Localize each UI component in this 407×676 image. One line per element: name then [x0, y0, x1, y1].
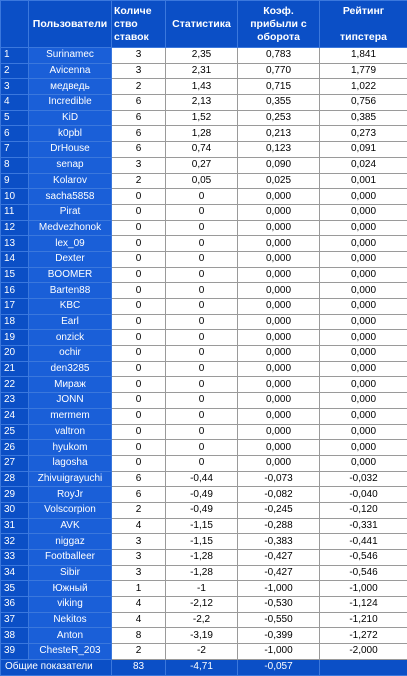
row-username: Южный [29, 581, 112, 597]
row-statistics: 1,52 [166, 110, 238, 126]
table-row [1, 220, 407, 236]
row-tipster-rating: 0,273 [320, 126, 407, 142]
row-index: 21 [1, 361, 29, 377]
row-tipster-rating: 0,000 [320, 440, 407, 456]
row-bets-count: 0 [112, 189, 166, 205]
row-profit-coef: 0,090 [238, 157, 320, 173]
row-statistics: 0 [166, 377, 238, 393]
row-tipster-rating: 0,000 [320, 346, 407, 362]
row-index: 29 [1, 487, 29, 503]
row-statistics: 0,74 [166, 142, 238, 158]
row-index: 34 [1, 565, 29, 581]
row-profit-coef: -0,288 [238, 518, 320, 534]
table-row [1, 644, 407, 660]
row-index: 12 [1, 220, 29, 236]
row-index: 32 [1, 534, 29, 550]
row-tipster-rating: -0,040 [320, 487, 407, 503]
row-username: Dexter [29, 251, 112, 267]
row-profit-coef: 0,000 [238, 361, 320, 377]
table-row [1, 63, 407, 79]
row-statistics: 0 [166, 330, 238, 346]
row-tipster-rating: 0,000 [320, 283, 407, 299]
row-tipster-rating: 0,024 [320, 157, 407, 173]
row-index: 30 [1, 502, 29, 518]
row-statistics: -2,2 [166, 612, 238, 628]
table-row [1, 487, 407, 503]
row-statistics: -2,12 [166, 597, 238, 613]
table-row [1, 173, 407, 189]
row-tipster-rating: 1,022 [320, 79, 407, 95]
header-profit-coef [238, 1, 320, 48]
row-statistics: -1,15 [166, 534, 238, 550]
row-bets-count: 0 [112, 361, 166, 377]
totals-profit-coef: -0,057 [238, 659, 320, 675]
row-tipster-rating: -0,546 [320, 565, 407, 581]
table-row [1, 95, 407, 111]
row-username: Avicenna [29, 63, 112, 79]
row-username: KBC [29, 299, 112, 315]
row-bets-count: 3 [112, 157, 166, 173]
row-index: 37 [1, 612, 29, 628]
row-profit-coef: -0,399 [238, 628, 320, 644]
row-statistics: 0 [166, 236, 238, 252]
row-statistics: 0 [166, 424, 238, 440]
row-profit-coef: 0,000 [238, 220, 320, 236]
row-statistics: 0 [166, 440, 238, 456]
header-index [1, 1, 29, 48]
row-statistics: 0 [166, 204, 238, 220]
row-profit-coef: -0,073 [238, 471, 320, 487]
row-statistics: 2,13 [166, 95, 238, 111]
header-statistics: Статистика [166, 1, 238, 48]
row-bets-count: 3 [112, 534, 166, 550]
row-statistics: 0 [166, 408, 238, 424]
row-statistics: 1,43 [166, 79, 238, 95]
row-profit-coef: -1,000 [238, 581, 320, 597]
header-rating-line1: Рейтинг [322, 5, 405, 18]
row-username: hyukom [29, 440, 112, 456]
row-profit-coef: 0,123 [238, 142, 320, 158]
row-username: Surinamec [29, 48, 112, 64]
row-index: 26 [1, 440, 29, 456]
row-profit-coef: 0,025 [238, 173, 320, 189]
row-username: Zhivuigrayuchi [29, 471, 112, 487]
row-bets-count: 0 [112, 314, 166, 330]
table-row [1, 612, 407, 628]
row-bets-count: 1 [112, 581, 166, 597]
row-profit-coef: 0,000 [238, 299, 320, 315]
row-index: 10 [1, 189, 29, 205]
row-index: 1 [1, 48, 29, 64]
row-index: 19 [1, 330, 29, 346]
row-username: Nekitos [29, 612, 112, 628]
row-tipster-rating: -1,124 [320, 597, 407, 613]
row-username: Мираж [29, 377, 112, 393]
row-tipster-rating: 0,385 [320, 110, 407, 126]
row-tipster-rating: 0,001 [320, 173, 407, 189]
row-statistics: -1,15 [166, 518, 238, 534]
row-bets-count: 0 [112, 330, 166, 346]
row-bets-count: 8 [112, 628, 166, 644]
totals-statistics: -4,71 [166, 659, 238, 675]
row-bets-count: 3 [112, 63, 166, 79]
row-index: 6 [1, 126, 29, 142]
row-index: 38 [1, 628, 29, 644]
table-row [1, 299, 407, 315]
header-profit-line1: Коэф. [240, 5, 317, 18]
row-statistics: -3,19 [166, 628, 238, 644]
row-statistics: 0 [166, 251, 238, 267]
row-username: Footballeer [29, 550, 112, 566]
row-statistics: 0 [166, 299, 238, 315]
totals-bets: 83 [112, 659, 166, 675]
header-users: Пользователи [29, 1, 112, 48]
row-bets-count: 2 [112, 644, 166, 660]
row-username: onzick [29, 330, 112, 346]
row-username: sacha5858 [29, 189, 112, 205]
row-profit-coef: 0,000 [238, 377, 320, 393]
row-tipster-rating: 0,000 [320, 204, 407, 220]
row-statistics: -0,49 [166, 502, 238, 518]
row-tipster-rating: -0,441 [320, 534, 407, 550]
row-username: RoyJr [29, 487, 112, 503]
row-username: Incredible [29, 95, 112, 111]
table-row [1, 518, 407, 534]
row-profit-coef: 0,000 [238, 236, 320, 252]
table-row [1, 267, 407, 283]
table-row [1, 440, 407, 456]
row-index: 23 [1, 393, 29, 409]
row-index: 11 [1, 204, 29, 220]
table-row [1, 534, 407, 550]
row-bets-count: 6 [112, 126, 166, 142]
row-statistics: -0,44 [166, 471, 238, 487]
row-profit-coef: 0,000 [238, 251, 320, 267]
table-row [1, 408, 407, 424]
row-profit-coef: 0,253 [238, 110, 320, 126]
table-row [1, 628, 407, 644]
table-row [1, 142, 407, 158]
row-index: 39 [1, 644, 29, 660]
table-row [1, 189, 407, 205]
table-row [1, 455, 407, 471]
row-bets-count: 3 [112, 48, 166, 64]
row-username: den3285 [29, 361, 112, 377]
header-profit-line3: оборота [240, 31, 317, 44]
row-tipster-rating: 0,000 [320, 236, 407, 252]
row-profit-coef: 0,715 [238, 79, 320, 95]
row-index: 14 [1, 251, 29, 267]
row-statistics: -2 [166, 644, 238, 660]
row-index: 17 [1, 299, 29, 315]
row-username: Sibir [29, 565, 112, 581]
row-bets-count: 4 [112, 518, 166, 534]
table-row [1, 393, 407, 409]
totals-label: Общие показатели [1, 659, 112, 675]
row-bets-count: 0 [112, 440, 166, 456]
row-index: 24 [1, 408, 29, 424]
row-statistics: 0 [166, 346, 238, 362]
row-profit-coef: -1,000 [238, 644, 320, 660]
row-username: lex_09 [29, 236, 112, 252]
header-profit-line2: прибыли с [240, 18, 317, 31]
table-row [1, 581, 407, 597]
row-tipster-rating: 0,000 [320, 361, 407, 377]
row-tipster-rating: 0,000 [320, 393, 407, 409]
row-bets-count: 0 [112, 283, 166, 299]
row-bets-count: 2 [112, 173, 166, 189]
row-profit-coef: 0,000 [238, 314, 320, 330]
row-profit-coef: -0,383 [238, 534, 320, 550]
row-username: ochir [29, 346, 112, 362]
row-index: 9 [1, 173, 29, 189]
row-profit-coef: 0,000 [238, 189, 320, 205]
row-statistics: -1 [166, 581, 238, 597]
row-tipster-rating: 0,000 [320, 314, 407, 330]
row-profit-coef: -0,530 [238, 597, 320, 613]
row-tipster-rating: -0,331 [320, 518, 407, 534]
row-index: 15 [1, 267, 29, 283]
row-bets-count: 6 [112, 487, 166, 503]
row-statistics: -0,49 [166, 487, 238, 503]
header-bets-line2: ство [114, 18, 163, 31]
row-index: 31 [1, 518, 29, 534]
row-index: 35 [1, 581, 29, 597]
table-row [1, 110, 407, 126]
row-index: 4 [1, 95, 29, 111]
row-index: 13 [1, 236, 29, 252]
row-profit-coef: 0,000 [238, 330, 320, 346]
table-row [1, 361, 407, 377]
row-index: 16 [1, 283, 29, 299]
row-tipster-rating: -2,000 [320, 644, 407, 660]
row-bets-count: 2 [112, 502, 166, 518]
row-username: k0pbl [29, 126, 112, 142]
row-tipster-rating: 0,000 [320, 267, 407, 283]
row-bets-count: 4 [112, 597, 166, 613]
row-profit-coef: -0,427 [238, 565, 320, 581]
row-username: JONN [29, 393, 112, 409]
table-header [1, 1, 407, 48]
row-index: 36 [1, 597, 29, 613]
row-index: 25 [1, 424, 29, 440]
row-index: 2 [1, 63, 29, 79]
row-tipster-rating: 0,000 [320, 408, 407, 424]
table-row [1, 157, 407, 173]
row-tipster-rating: 0,000 [320, 424, 407, 440]
row-username: niggaz [29, 534, 112, 550]
row-username: Kolarov [29, 173, 112, 189]
table-row [1, 126, 407, 142]
row-profit-coef: 0,000 [238, 267, 320, 283]
row-tipster-rating: -1,000 [320, 581, 407, 597]
row-username: Pirat [29, 204, 112, 220]
row-bets-count: 0 [112, 204, 166, 220]
row-bets-count: 0 [112, 377, 166, 393]
row-bets-count: 0 [112, 424, 166, 440]
row-username: BOOMER [29, 267, 112, 283]
row-username: DrHouse [29, 142, 112, 158]
row-index: 5 [1, 110, 29, 126]
row-tipster-rating: 0,000 [320, 330, 407, 346]
row-statistics: 2,35 [166, 48, 238, 64]
row-profit-coef: 0,000 [238, 455, 320, 471]
row-bets-count: 3 [112, 550, 166, 566]
row-tipster-rating: 0,000 [320, 220, 407, 236]
row-tipster-rating: 0,000 [320, 455, 407, 471]
row-profit-coef: 0,000 [238, 424, 320, 440]
row-tipster-rating: 0,000 [320, 189, 407, 205]
row-profit-coef: -0,082 [238, 487, 320, 503]
row-profit-coef: 0,355 [238, 95, 320, 111]
row-tipster-rating: 0,000 [320, 299, 407, 315]
row-profit-coef: 0,000 [238, 393, 320, 409]
table-row [1, 346, 407, 362]
row-profit-coef: 0,000 [238, 283, 320, 299]
table-row [1, 283, 407, 299]
table-row [1, 597, 407, 613]
row-tipster-rating: -0,546 [320, 550, 407, 566]
row-username: ChesteR_203 [29, 644, 112, 660]
row-index: 22 [1, 377, 29, 393]
row-profit-coef: 0,000 [238, 204, 320, 220]
row-bets-count: 6 [112, 142, 166, 158]
row-username: Volscorpion [29, 502, 112, 518]
row-username: KiD [29, 110, 112, 126]
row-tipster-rating: -1,210 [320, 612, 407, 628]
table-row [1, 204, 407, 220]
row-index: 7 [1, 142, 29, 158]
row-index: 3 [1, 79, 29, 95]
totals-rating [320, 659, 407, 675]
row-index: 8 [1, 157, 29, 173]
row-profit-coef: 0,000 [238, 408, 320, 424]
table-row [1, 251, 407, 267]
row-statistics: 0 [166, 314, 238, 330]
table-row [1, 236, 407, 252]
header-bets-line1: Количе [114, 5, 163, 18]
row-username: медведь [29, 79, 112, 95]
row-statistics: 0 [166, 393, 238, 409]
header-bets-count [112, 1, 166, 48]
row-bets-count: 6 [112, 110, 166, 126]
row-tipster-rating: -1,272 [320, 628, 407, 644]
row-index: 27 [1, 455, 29, 471]
row-username: Earl [29, 314, 112, 330]
row-statistics: 0 [166, 361, 238, 377]
row-tipster-rating: 0,756 [320, 95, 407, 111]
table-row [1, 377, 407, 393]
row-bets-count: 3 [112, 565, 166, 581]
row-username: Barten88 [29, 283, 112, 299]
row-profit-coef: 0,213 [238, 126, 320, 142]
row-statistics: 2,31 [166, 63, 238, 79]
row-tipster-rating: 1,779 [320, 63, 407, 79]
row-bets-count: 0 [112, 267, 166, 283]
row-statistics: 0 [166, 189, 238, 205]
table-row [1, 330, 407, 346]
row-profit-coef: -0,427 [238, 550, 320, 566]
row-username: lagosha [29, 455, 112, 471]
row-username: Medvezhonok [29, 220, 112, 236]
table-footer [1, 659, 407, 675]
header-bets-line3: ставок [114, 31, 163, 44]
row-bets-count: 0 [112, 393, 166, 409]
table-row [1, 79, 407, 95]
row-tipster-rating: -0,120 [320, 502, 407, 518]
row-statistics: -1,28 [166, 565, 238, 581]
row-bets-count: 0 [112, 346, 166, 362]
row-profit-coef: 0,000 [238, 440, 320, 456]
table-row [1, 424, 407, 440]
row-profit-coef: -0,245 [238, 502, 320, 518]
table-row [1, 471, 407, 487]
row-bets-count: 0 [112, 251, 166, 267]
table-row [1, 502, 407, 518]
header-rating-line2 [322, 18, 405, 31]
row-bets-count: 2 [112, 79, 166, 95]
row-index: 20 [1, 346, 29, 362]
row-statistics: 0 [166, 267, 238, 283]
table-body [1, 48, 407, 660]
row-statistics: 1,28 [166, 126, 238, 142]
row-bets-count: 6 [112, 471, 166, 487]
row-profit-coef: 0,000 [238, 346, 320, 362]
row-index: 33 [1, 550, 29, 566]
row-bets-count: 0 [112, 220, 166, 236]
table-row [1, 565, 407, 581]
row-statistics: 0 [166, 220, 238, 236]
row-bets-count: 0 [112, 455, 166, 471]
row-bets-count: 0 [112, 299, 166, 315]
row-tipster-rating: 1,841 [320, 48, 407, 64]
row-tipster-rating: -0,032 [320, 471, 407, 487]
row-bets-count: 4 [112, 612, 166, 628]
header-tipster-rating [320, 1, 407, 48]
row-bets-count: 0 [112, 408, 166, 424]
row-username: AVK [29, 518, 112, 534]
row-tipster-rating: 0,000 [320, 377, 407, 393]
table-row [1, 550, 407, 566]
row-statistics: 0 [166, 283, 238, 299]
row-profit-coef: -0,550 [238, 612, 320, 628]
row-statistics: 0,27 [166, 157, 238, 173]
row-tipster-rating: 0,091 [320, 142, 407, 158]
row-username: viking [29, 597, 112, 613]
table-row [1, 48, 407, 64]
row-statistics: -1,28 [166, 550, 238, 566]
row-username: Anton [29, 628, 112, 644]
row-username: valtron [29, 424, 112, 440]
table-row [1, 314, 407, 330]
row-profit-coef: 0,783 [238, 48, 320, 64]
row-bets-count: 0 [112, 236, 166, 252]
row-tipster-rating: 0,000 [320, 251, 407, 267]
row-index: 18 [1, 314, 29, 330]
row-index: 28 [1, 471, 29, 487]
row-statistics: 0,05 [166, 173, 238, 189]
row-username: senap [29, 157, 112, 173]
row-bets-count: 6 [112, 95, 166, 111]
header-rating-line3: типстера [322, 31, 405, 44]
row-profit-coef: 0,770 [238, 63, 320, 79]
row-username: mermem [29, 408, 112, 424]
row-statistics: 0 [166, 455, 238, 471]
